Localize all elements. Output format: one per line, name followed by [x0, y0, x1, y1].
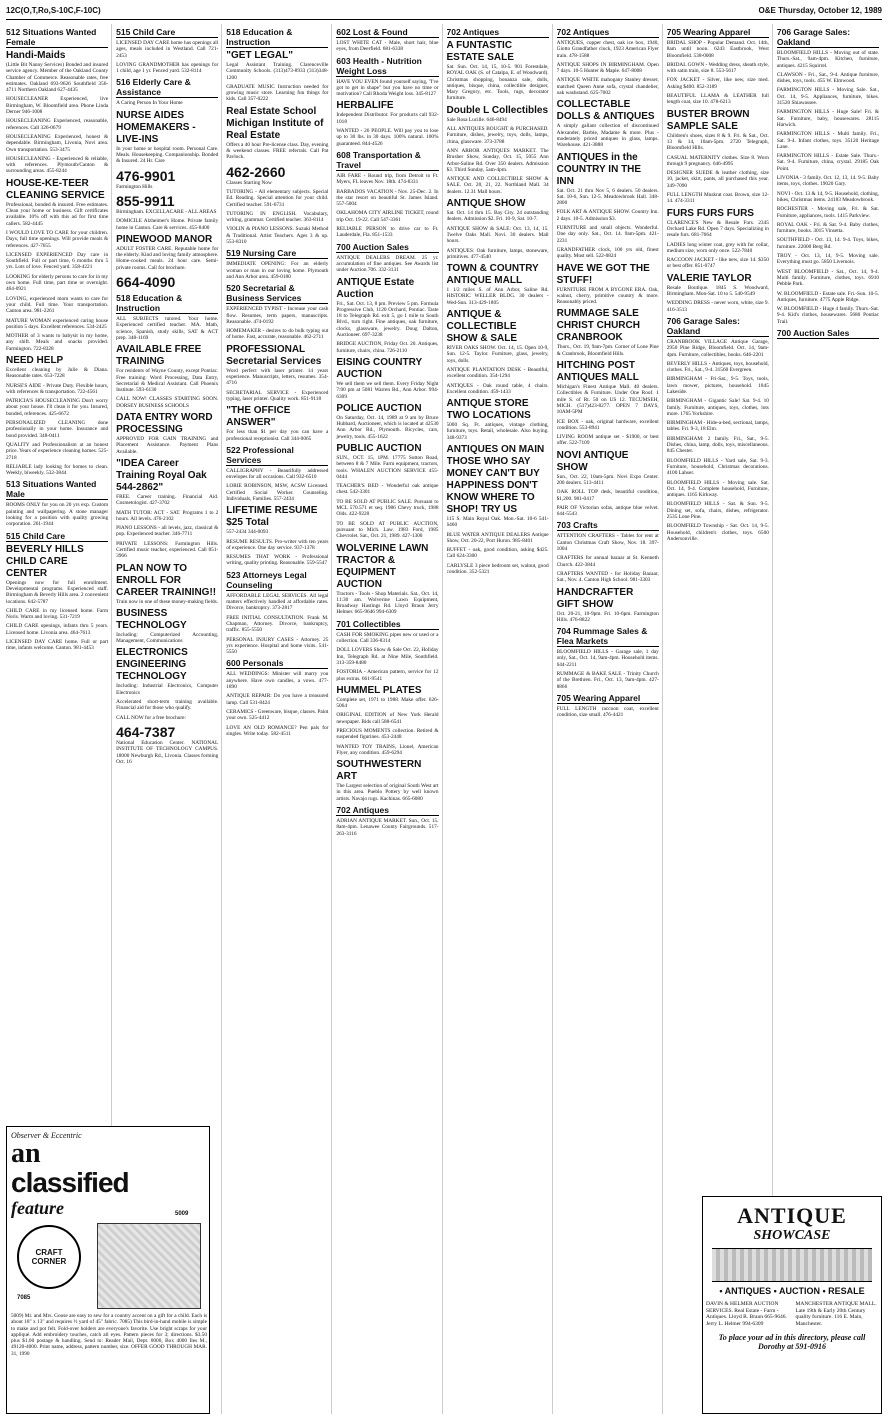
classified-ad: OKLAHOMA CITY AIRLINE TICKET, round trip Oct. 19-22. Call 547-3361 [336, 210, 439, 223]
classified-ad: CARLYSLE 3 piece bedroom set, walnut, good condition. 352-5321 [446, 562, 549, 576]
section-heading: 603 Health - Nutrition Weight Loss [336, 56, 438, 77]
section-heading: 520 Secretarial & Business Services [226, 283, 328, 304]
page-header [6, 6, 882, 20]
classified-ad: PERSONALIZED CLEANING done professionally in your home. Insurance and bond provided. 348-0411 [6, 420, 109, 439]
section-heading: 518 Education & Instruction [116, 293, 218, 314]
classified-column-5 [447, 24, 553, 1414]
classified-ad: SECRETARIAL SERVICE - Experienced typing, laser printer. Quality work. 851-9118 [226, 389, 329, 402]
classified-ad: The Largest selection of original South West art in this area. Pueblo Pottery by well known artists. Navajo rugs. Kachinas. 665-6080 [336, 783, 439, 802]
showcase-title: ANTIQUE [737, 1203, 847, 1228]
classified-ad: Resale Boutique. 1845 S. Woodward, Birmingham. Mon-Sat. 10 to 5. 540-9549 [666, 284, 769, 298]
classified-ad: ROYAL OAK - Fri. & Sat. 9-4. Baby clothes, furniture, books. 3015 Vinsetta. [776, 221, 879, 235]
classified-ad: PATRICIA'S HOUSECLEANING Don't worry about your house. I'll clean it for you. Insured, bonded, references. 425-6672 [6, 398, 109, 417]
ad-headline: VALERIE TAYLOR [666, 272, 752, 284]
classified-ad: Sat. Oct. 21 thru Nov 5, 6 dealers. 50 dealers. Sat. 10-6, Sun. 12-5. Meadowbrook Hall. 348-2800 [556, 187, 659, 207]
classified-ad: AIR FARE - Round trip, from Detroit to Ft. Myers, FL leaves Nov. 18th. 474-8331 [336, 172, 439, 186]
classified-ad: ANTIQUE SHOPS IN BIRMINGHAM. Open 7 days. 10-5 Hunter & Maple. 647-8008 [556, 61, 659, 75]
classified-ad: W. BLOOMFIELD - Estate sale. Fri.-Sun. 10-5. Antiques, furniture. 4775 Apple Ridge. [776, 290, 879, 303]
showcase-left-listing: DAVIN & HELMER AUCTION SERVICES. Real Estate - Farm - Antiques. Lloyd R. Braun 665-9646. Jerry L. Helmer 994-6309 [706, 1301, 787, 1327]
ad-headline: EISING COUNTRY AUCTION [336, 356, 422, 380]
classified-ad: LICENSED EXPERIENCED Day care in Southfield. Full or part time, 6 months thru 5 yrs. Lots of love. Fenced yard. 358-4221 [6, 251, 109, 271]
classified-ad: NOVI - Oct. 13 & 14, 9-5. Household, clothing, bikes, Christmas items. 24183 Meadowbrook. [776, 190, 879, 203]
ad-headline: DATA ENTRY WORD PROCESSING [116, 412, 213, 436]
classified-ad: CERAMICS - Greenware, bisque, classes. Paint your own. 525-4412 [226, 708, 329, 722]
classified-ad: ANTIQUE DEALERS DREAM. 25 yr. accumulation of fine antiques. See Awards list under Auction 706. 332-3131 [336, 254, 439, 274]
classified-column-6 [557, 24, 663, 1414]
classified-ad: RESUME RESULTS. Pro-writer with ten years of experience. One day service. 937-1378 [226, 538, 329, 551]
classified-ad: FARMINGTON HILLS - Moving Sale. Sat., Oct. 14, 9-5. Appliances, furniture, bikes. 31520 Shiawassee. [776, 87, 879, 107]
classified-ad: (Little Bit Nanny Services) Bonded and insured service agency. Member of the Oakland County Chamber of Commerce. Reasonable rates, free estimates. Oakland 693-9626 Southfield 356-4711 Northern Oakland 627-4435 [6, 62, 109, 94]
section-heading: 702 Antiques [447, 27, 549, 38]
classified-ad: ANTIQUE SHOW & SALE: Oct. 13, 14, 15. Twelve Oaks Mall. Novi. 30 dealers. Mall hours. [446, 225, 549, 245]
classified-ad: Michigan's Finest Antique Mall. 40 dealers. Collectibles & Furniture. Under One Roof. 1 mile S. of Rt. 50 on US 12. TECUMSEH, MICH. (517)423-8277. OPEN 7 DAYS, 10AM-5PM [556, 384, 659, 416]
classified-ad: APPROVED FOR GAIN TRAINING and Placement Assistance. Payment Plans Available. [116, 436, 219, 455]
ad-headline: NOVI ANTIQUE SHOW [556, 449, 629, 473]
page-dateline: O&E Thursday, October 12, 1989 [758, 6, 882, 15]
classified-ad: DESIGNER SUEDE & leather clothing, size 10, jacket, skirt, pants, all purchased this year. 349-7090 [666, 170, 769, 189]
ad-headline: HANDCRAFTER GIFT SHOW [556, 586, 634, 610]
section-heading: 703 Crafts [557, 520, 659, 531]
classified-ad: CASUAL MATERNITY clothes. Size 8. Worn through 9 pregnancy. 646-4995 [666, 154, 769, 167]
section-heading: 702 Antiques [557, 27, 659, 38]
showcase-categories: • ANTIQUES • AUCTION • RESALE [719, 1286, 865, 1296]
classified-ad: BRIDAL SHOP - Popular Demand. Oct. 14th, 8am until noon. 6243 Eastbrook, West Bloomfield. 538-0008 [666, 40, 769, 59]
ad-headline: ANTIQUE & COLLECTIBLE SHOW & SALE [446, 309, 518, 345]
section-heading: 700 Auction Sales [777, 328, 879, 339]
ad-headline: AVAILABLE FREE TRAINING [116, 344, 202, 368]
classified-ad: FREE. Career training. Financial Aid. Cosmetologist. 427-3702 [116, 493, 219, 507]
classified-ad: CLARENCE'S New & Resale Furs. 2345 Orchard Lake Rd. Open 7 days. Specializing in resale furs. 681-7664 [666, 219, 769, 239]
ad-headline: WOLVERINE LAWN TRACTOR & EQUIPMENT AUCTION [336, 542, 429, 590]
classified-ad: WEST BLOOMFIELD - Sat., Oct. 14, 9-4. Multi family. Furniture, clothes, toys. 6910 Pebble Park. [776, 268, 879, 288]
classified-ad: BLOOMFIELD HILLS - Garage sale, 1 day only, Sat., Oct. 14, 9am-4pm. Household items. 644-2211 [556, 649, 659, 668]
classified-ad: ADULT FOSTER CARE. Reputable home for the elderly. Kind and loving family atmosphere. Home-cooked meals. 24 hour care. Semi-private rooms. Call for brochure. [116, 245, 219, 271]
classified-ad: BLOOMFIELD Township - Sat. Oct. 14, 9-5. Household, children's clothes, toys. 6500 Andersonville. [666, 523, 769, 542]
classified-ad: LICENSED DAY CARE home has openings all ages, meals included in Westland. Call 721-2453 [116, 40, 219, 59]
classified-ad: HOMEMAKER - desires to do bulk typing out of home. Fast, accurate, reasonable. 462-2711 [226, 328, 329, 341]
antique-showcase-block [702, 1196, 882, 1414]
classified-ad: FOSTORIA - American pattern, service for 12 plus extras. 661-9541 [336, 669, 439, 682]
classified-ad: Offers a 40 hour Pre-license class. Day, evening & weekend classes. FREE referrals. Call Pat Pavlock. [226, 141, 329, 161]
page-folio: 12C(O,T,Ro,S-10C,F-10C) [6, 6, 101, 15]
ad-phone-number: 464-7387 [116, 723, 176, 740]
classified-ad: RELIABLE PERSON to drive car to Ft. Lauderdale, Fla. 851-1533 [336, 226, 439, 239]
classified-ad: BARBADOS VACATION - Nov. 25-Dec. 2. In the star resort on beautiful St. James Island. 557-5004 [336, 188, 439, 208]
classified-column-8 [777, 24, 882, 1210]
ad-headline: ANTIQUES in the COUNTRY IN THE INN [556, 151, 642, 187]
section-heading: 700 Auction Sales [336, 242, 438, 253]
classified-ad: HAVE YOU EVEN found yourself saying, "I've got to get in shape" but you have no time or motivation? Call Rhoda Weight loss. 345-8127 [336, 78, 439, 98]
section-heading: 512 Situations Wanted Female [6, 27, 108, 48]
classified-ad: Birmingham. EXCELLACARE - ALL AREAS [116, 208, 217, 215]
classified-ad: Independent Distributor. For products call 932-1018 [336, 112, 439, 125]
classified-ad: Classes Starting Now [226, 179, 272, 186]
ad-headline: HOUSE-KE-TEER CLEANING SERVICE [6, 177, 105, 201]
classified-ad: ANTIQUE PLANTATION DESK - Beautiful, excellent condition. 354-1294 [446, 366, 549, 380]
classified-ad: CALLIGRAPHY - Beautifully addressed envelopes for all occasions. Call 932-6510 [226, 467, 329, 481]
feature-feature: feature [11, 1198, 64, 1218]
classified-ad: FURNITURE FROM A BYGONE ERA. Oak, walnut, cherry, primitive country & more. Reasonably priced. [556, 286, 659, 306]
classified-ad: BIRMINGHAM - Hide-a-bed, sectional, lamps, tables. Fri. 9-3, 18 Elm. [666, 420, 769, 433]
showcase-subtitle: SHOWCASE [753, 1228, 831, 1243]
classified-column-1 [6, 24, 112, 1140]
classified-ad: BIRMINGHAM - Gigantic Sale! Sat. 9-4. 10 family. Furniture, antiques, toys, clothes, lots more. 1765 Yorkshire. [666, 398, 769, 417]
ad-headline: HAVE WE GOT THE STUFF! [556, 262, 650, 286]
ad-headline: Double L Collectibles [446, 104, 548, 116]
showcase-illustration [712, 1248, 872, 1282]
classified-ad: VIOLIN & PIANO LESSONS. Suzuki Method & Traditional. Artist Teachers. Ages 3 & up. 553-8310 [226, 226, 329, 246]
section-heading: 602 Lost & Found [336, 27, 438, 38]
section-heading: 706 Garage Sales: Oakland [777, 27, 879, 48]
classified-ad: ANN ARBOR ANTIQUES MARKET. The Brusher Show, Sunday, Oct. 15, 5055 Ann Arbor-Saline Rd. Over 350 dealers. Admission $3. Third Sunday, 5am-4pm. [446, 147, 549, 173]
classified-ad: FOLK ART & ANTIQUE SHOW. Country Inn. 2 days. 10-5. Admission $3. [556, 209, 659, 222]
classified-ad: PIANO LESSONS - all levels, jazz, classical & pop. Experienced teacher. 346-7711 [116, 525, 219, 538]
craft-illustration [97, 1223, 201, 1309]
classified-ad: PRECIOUS MOMENTS collection. Retired & suspended figurines. 453-2448 [336, 728, 439, 741]
classified-ad: ANTIQUE AND COLLECTIBLE SHOW & SALE. Oct. 20, 21, 22. Northland Mall. 34 dealers. 12.31 Mall hours. [446, 176, 549, 195]
section-heading: 518 Education & Instruction [226, 27, 328, 48]
classified-ad: In your home or hospital room. Personal Care. Meals. Housekeeping. Companionship. Bonded & Insured. 24 Hr. Care [116, 145, 219, 165]
classified-ad: BRIDGE AUCTION, Friday Oct. 20. Antiques, furniture, chairs, china. 726-2110 [336, 341, 439, 354]
ad-headline: PINEWOOD MANOR [116, 233, 213, 245]
classified-ad: Farmington Hills [116, 183, 153, 190]
classified-ad: WANTED - 26 PEOPLE. Will pay you to lose up to 30 lbs. in 30 days. 100% natural. 100% guaranteed. 844-4526 [336, 128, 439, 147]
classified-ad: GRADUATE MUSIC Instruction needed for growing music store. Learning fun things for kids. Call 357-0222 [226, 83, 329, 103]
classified-ad: For less than $1 per day you can have a professional receptionist. Call 344-0065 [226, 429, 329, 442]
classified-ad: Train now in one of these money-making fields. [116, 598, 219, 605]
classified-ad: FARMINGTON HILLS - Multi family. Fri., Sat. 9-4. Infant clothes, toys. 35120 Heritage Lane. [776, 131, 879, 150]
classified-ad: WANTED TOY TRAINS, Lionel, American Flyer, any condition. 459-6294 [336, 743, 439, 756]
classified-ad: LOVING, experienced mom wants to care for your child. Full time. Your transportation. Canton area. 981-2261 [6, 295, 109, 315]
classified-ad: EXPERIENCED TYPIST - Increase your cash flow. Resumes, term papers, manuscripts. Reasonable. 474-0192 [226, 306, 329, 325]
classified-ad: TUTORING - All elementary subjects. Special Ed. Reading. Special attention for your child. Certified teacher. 591-6731 [226, 188, 329, 208]
classified-ad: PERSONAL INJURY CASES - Attorney. 25 yrs experience. Hospital and home visits. 541-5550 [226, 636, 329, 656]
classified-ad: CRANBROOK VILLAGE Antique Garage, 2950 Pine Ridge, Bloomfield. Oct. 14, 9am-4pm. Furniture, collectibles, books. 646-2201 [666, 338, 769, 358]
classified-ad: BIRMINGHAM: 2 family. Fri., Sat., 9-5. Dishes, china, lamp, dolls, toys, miscellaneous. 845 Chester. [666, 435, 769, 455]
classified-ad: ANTIQUE REPAIR: Do you have a treasured lamp. Call 531-8424 [226, 693, 329, 706]
classified-ad: LADIES long winter coat, grey with fur collar, medium size, worn only once. 522-7840 [666, 241, 769, 254]
classified-ad: HOUSECLEANING Experienced, honest & dependable. Birmingham, Livonia, Novi area. Own transportation. 553-3475 [6, 133, 109, 153]
classified-ad: PRIVATE LESSONS: Farmington Hills. Certified music teacher, experienced. Call 851-3966 [116, 540, 219, 560]
classified-ad: Sun., Oct. 22, 10am-5pm. Novi Expo Center. 200 dealers. 513-4411 [556, 473, 659, 486]
classified-ad: GRANDFATHER clock, 100 yrs old, finest quality. Must sell. 522-0824 [556, 246, 659, 260]
classified-ad: LOVE AN OLD ROMANCE? Pen pals for singles. Write today. 582-4511 [226, 724, 329, 737]
ad-headline: LIFETIME RESUME $25 Total [226, 505, 318, 529]
section-heading: 513 Situations Wanted Male [6, 479, 108, 500]
classified-ad: CALL NOW for a free brochure: [116, 714, 186, 721]
classified-ad: CRAFTERS WANTED - for Holiday Bazaar, Sat., Nov. 4. Canton High School. 981-3303 [556, 570, 659, 584]
classified-ad: ALL WEDDINGS: Minister will marry you anywhere. Have own candles, a vows. 477-1890 [226, 671, 329, 691]
classified-ad: LICENSED DAY CARE home. Full or part time, infants welcome. Canton. 981-4453 [6, 639, 109, 652]
classified-ad: Including: Industrial Electronics, Computer Electronics [116, 683, 219, 696]
classified-ad: BEAUTIFUL LLAMA & LEATHER full length coat, size 10. 478-6213 [666, 93, 769, 106]
classified-ad: SOUTHFIELD - Oct. 13, 14. 9-4. Toys, bikes, furniture. 22000 Berg Rd. [776, 237, 879, 250]
section-heading: 702 Antiques [336, 805, 438, 816]
classified-ad: FURNITURE and small objects. Wonderful. One day only. Sat., Oct. 14. 9am-5pm. 421-2231 [556, 225, 659, 244]
ad-headline: POLICE AUCTION [336, 402, 422, 414]
ad-headline: BUSINESS TECHNOLOGY [116, 607, 187, 631]
classified-ad: RUMMAGE & BAKE SALE - Trinity Church of the Brethren. Fri., Oct. 13, 9am-4pm. 427-8866 [556, 671, 659, 690]
classified-ad: Complete set, 1971 to 1988. Make offer. 626-5064 [336, 696, 439, 710]
ad-headline: "GET LEGAL" [226, 50, 293, 61]
ad-headline: FURS FURS FURS [666, 207, 754, 219]
classified-ad: BIRMINGHAM - Fri-Sat., 9-5. Toys, tools, lawn mower, pictures, household. 1845 Lakeside. [666, 376, 769, 395]
classified-ad: Including: Computerized Accounting, Management, Communications [116, 631, 219, 645]
classified-ad: For residents of Wayne County, except Pontiac. Free training: Word Processing, Data Entry, Secretarial & Medical Assistant. Call Phoenix Institute. 593-6130 [116, 368, 219, 394]
section-heading: 701 Collectibles [336, 619, 438, 630]
section-heading: 519 Nursing Care [226, 248, 328, 259]
feature-text: 5009) Mr. and Mrs. Goose are easy to sew for a country accent on a gift for a child. Each is about 18" x 13" and requires ½ yard of 45" fabric. 7085) This bird-in-hand mobile is simple to make and pot felt. Fold-over holders are everyone's favorite. Use bright scraps for your appliqué. Add embroidery touches, catch all eyes. Pattern pieces for 3; directions. $3.50 plus $1.00 postage & handling. Send to: Reader Mail, Dept. 0000, Box 4000 Iles M., 49120-4000. Print name, address, pattern number, size. OFFER GOOD THROUGH MAR. 31, 1990 [11, 1313, 207, 1357]
classified-column-3 [226, 24, 332, 1414]
classified-ad: IMMEDIATE OPENING: For an elderly woman or man in our loving home. Plymouth and Ann Arbor area. 459-0180 [226, 261, 329, 280]
section-heading: 523 Attorneys Legal Counseling [226, 570, 328, 591]
section-heading: 704 Rummage Sales & Flea Markets [557, 626, 659, 647]
classified-ad: HOUSECLEANING Experienced, reasonable, references. Call 326-0679 [6, 118, 109, 131]
ad-headline: PLAN NOW TO ENROLL FOR CAREER TRAINING!! [116, 562, 217, 598]
classified-ad: TROY - Oct. 13, 14, 9-5. Moving sale. Everything must go. 5850 Livernois. [776, 253, 879, 266]
classified-ad: CHILD CARE in my licensed home. Farm Noris. Warm and loving. 531-7219 [6, 607, 109, 621]
section-heading: 522 Professional Services [226, 445, 328, 466]
classified-ad: RESUMES THAT WORK - Professional writing, quality printing. Reasonable. 559-5547 [226, 554, 329, 567]
ad-headline: NEED HELP [6, 354, 64, 366]
classified-ad: LIVONIA - 3 family. Oct. 12, 13, 14. 9-5. Baby items, toys, clothes. 19020 Gary. [776, 175, 879, 188]
classified-ad: FARMINGTON HILLS - Huge Sale! Fri. & Sat. Furniture, baby, housewares. 28115 Harwich. [776, 109, 879, 128]
classified-ad: MATH TUTOR: ACT - SAT. Programs 1 to 2 hours. All levels. 476-2102 [116, 509, 219, 522]
classified-ad: TO BE SOLD AT PUBLIC SALE. Pursuant to MCL 570.571 et seq. 1986 Chevy truck, 1988 Olds. 422-9220 [336, 498, 439, 518]
classified-ad: WEDDING DRESS - never worn, white, size 9. 416-3513 [666, 300, 769, 313]
section-heading: 608 Transportation & Travel [336, 150, 438, 171]
classified-ad: HOUSECLEANING - Experienced & reliable, with references. Plymouth/Canton & surrounding areas. 455-8244 [6, 155, 109, 175]
section-heading: 600 Personals [226, 658, 328, 669]
classified-ad: BLOOMFIELD HILLS - Yard sale, Sat. 9-3. Furniture, household, Christmas decorations. 4100 Lahser. [666, 457, 769, 477]
ad-headline: BUSTER BROWN SAMPLE SALE [666, 108, 750, 132]
classified-ad: LOST WHITE CAT - Male, short hair, blue eyes, from Deerfield. 681-6338 [336, 40, 439, 53]
ad-headline: PROFESSIONAL Secretarial Services [226, 343, 322, 367]
classified-ad: DOLL LOVERS Show & Sale Oct. 22, Holiday Inn, Telegraph Rd. at Nine Mile, Southfield. 313-359-8480 [336, 647, 439, 666]
classified-ad: CASH FOR SMOKING pipes new or used or a collection. Call 336-8314 [336, 631, 439, 645]
ad-headline: NURSE AIDES HOMEMAKERS - LIVE-INS [116, 109, 196, 145]
classified-ad: SUN., OCT. 15, 1PM. 17775 Sutton Road, between 8 & 7 Mile. Farm equipment, tractors, tools. WHALEN AUCTION SERVICE 455-0444 [336, 454, 439, 480]
classified-ad: Sat. Oct. 14 thru 15. Bay City. 24 outstanding dealers. Admission $2. Fri. 10-9, Sat. 10-7. [446, 210, 549, 223]
showcase-contact: To place your ad in this directory, please call Dorothy at 591-0916 [718, 1333, 866, 1351]
ad-headline: "IDEA Career Training Royal Oak 544-2862" [116, 457, 207, 493]
section-heading: 516 Elderly Care & Assistance [116, 77, 218, 98]
ad-headline: ANTIQUES ON MAIN THOSE WHO SAY MONEY CAN'T BUY HAPPINESS DON'T KNOW WHERE TO SHOP! TRY US [446, 443, 545, 515]
classified-ad: FULL LENGTH Muskrat coat. Brown, size 12-14. 474-3311 [666, 192, 769, 205]
classified-ad: Thurs., Oct. 19, 9am-7pm. Corner of Lone Pine & Cranbrook, Bloomfield Hills. [556, 344, 659, 357]
ad-headline: HERBALIFE [336, 100, 394, 112]
pattern-code-a: 5009 [175, 1211, 189, 1217]
showcase-listings [706, 1301, 878, 1327]
classified-ad: CALL NOW! CLASSES STARTING SOON. DORSEY BUSINESS SCHOOLS [116, 396, 219, 409]
section-heading: 705 Wearing Apparel [557, 693, 659, 704]
ad-headline: ELECTRONICS ENGINEERING TECHNOLOGY [116, 647, 188, 683]
classified-ad: 115 S. Main Royal Oak. Mon.-Sat. 10-6 541-6460 [446, 515, 549, 529]
ad-headline: TOWN & COUNTRY ANTIQUE MALL [446, 263, 539, 287]
classified-ad: National Education Center. NATIONAL INSTITUTE OF TECHNOLOGY CAMPUS. 18000 Newburgh Rd., Livonia. Classes forming Oct. 16 [116, 739, 219, 765]
classified-ad: ALL ANTIQUES BOUGHT & PURCHASED. Furniture, dishes, jewelry, toys, dolls, lamps, china, glassware. 373-3788 [446, 126, 549, 145]
ad-phone-number: 664-4090 [116, 274, 176, 291]
classified-ad: Sat. Sun. Oct. 14, 15, 10-5. 901 Forestdale, ROYAL OAK (S. of Catalpa, E. of Woodward). Christmas shopping, bonanza sale, dolls, antiques, bisque, china, collectible designer, Mary Gregory, etc. Tools, rugs, decorator furniture. [446, 64, 549, 102]
classified-ad: LORIE ROBINSON, MSW, ACSW Licensed. Certified Social Worker. Counseling. Individuals, Families. 557-2434 [226, 483, 329, 502]
classified-feature-block [6, 1126, 210, 1414]
ad-headline: RUMMAGE SALE CHRIST CHURCH CRANBROOK [556, 308, 640, 344]
classified-ad: We sell them we sell them. Every Friday Night 7:00 pm at 5081 Warren Rd., Ann Arbor. 994-6309 [336, 380, 439, 400]
ad-phone-number: 462-2660 [226, 163, 286, 180]
classified-ad: HOUSECLEANER Experienced, live Birmingham, W. Bloomfield area. Phone Linda Derner 946-1008 [6, 96, 109, 116]
classified-ad: Children's shoes, sizes 8 & 9. Fri. & Sat., Oct. 13 & 14, 10am-5pm. 2720 Telegraph, Bloomfield Hills. [666, 132, 769, 152]
feature-an: an [11, 1138, 41, 1169]
classified-ad: FOX JACKET - Silver, like new, size med. Asking $400. 852-3189 [666, 77, 769, 90]
classified-ad: CLAWSON - Fri., Sat., 9-4. Antique furniture, dishes, toys, tools. 455 W. Elmwood. [776, 71, 879, 85]
craft-corner-badge: CRAFT CORNER [17, 1225, 81, 1289]
classified-ad: TEACHER'S BED - Wonderful oak antique chest. 542-3301 [336, 483, 439, 496]
ad-headline: HUMMEL PLATES [336, 684, 422, 696]
masthead: Observer & Eccentric [11, 1131, 82, 1140]
classified-ad: FARMINGTON HILLS - Estate Sale. Thurs.-Sat. 9-4. Furniture, china, crystal. 29185 Oak Point. [776, 153, 879, 172]
ad-headline: SOUTHWESTERN ART [336, 759, 422, 783]
ad-phone-number: 476-9901 [116, 167, 176, 184]
classified-ad: RACCOON JACKET - like new, size 14. $350 or best offer. 851-0747 [666, 257, 769, 270]
classified-ad: RELIABLE lady looking for homes to clean. Weekly, biweekly. 532-3844 [6, 463, 109, 477]
classified-ad: ROOMS ONLY for you on 20 yrs exp. Custom painting and wallpapering. A stone manager looking for a position with quality growing corporation. 261-1944 [6, 502, 109, 528]
classified-ad: 5000 Sq. Ft. antiques, vintage clothing, furniture, toys. Retail, wholesale. Also buying. 348-9373 [446, 422, 549, 441]
classified-ad: PAIR OF Victorian sofas, antique blue velvet. 644-5543 [556, 504, 659, 518]
classified-ad: On Saturday, Oct. 14, 1989 at 9 am by Bruce Hubbard, Auctioneer, which is located at 42530 Ann Arbor Rd., Plymouth. Bicycles, cars, jewelry, tools. 455-1622 [336, 414, 439, 440]
ad-headline: ANTIQUE Estate Auction [336, 276, 415, 300]
ad-phone-number: 855-9911 [116, 192, 175, 209]
ad-headline: "THE OFFICE ANSWER" [226, 405, 291, 429]
classified-ad: BEVERLY HILLS - Antiques, toys, household, clothes. Fri., Sat., 9-4. 31560 Evergreen. [666, 360, 769, 374]
classified-ad: ATTENTION CRAFTERS - Tables for rent at Canton Christmas Craft Show, Nov. 18. 397-1004 [556, 533, 659, 553]
classified-ad: Legal Assistant Training. Clarenceville Community Schools. (313)473-8933 (313)348-1200 [226, 62, 329, 81]
classified-ad: Sale Rosa Lucille. 646-8494 [446, 116, 507, 123]
classified-ad: BLOOMFIELD HILLS - Sat. & Sun. 9-5. Dining set, sofa, chairs, dishes, refrigerator. 2535 Lone Pine. [666, 501, 769, 521]
classified-ad: A simply gallant collection of discontinued Alexander, Barbie, Madame & more. Plus - moderately priced antiques in glass, lamps. Warehouse. 421-3888 [556, 123, 659, 149]
classified-ad: Accelerated short-term training available. Financial aid for those who qualify. [116, 699, 219, 712]
ad-headline: PUBLIC AUCTION [336, 442, 422, 454]
classified-ad: I WOULD LOVE TO CARE for your children. Days, full time openings. Will provide meals & references. 427-7655 [6, 229, 109, 249]
classified-ad: BUFFET - oak, good condition, asking $425. Call 624-3300 [446, 547, 549, 560]
classified-ad: LOOKING for elderly persons to care for in my own home. Full time, part time or overnight. 464-0921 [6, 273, 109, 293]
classified-ad: AFFORDABLE LEGAL SERVICES. All legal matters effectively handled at affordable rates. Divorce, bankruptcy. 373-2817 [226, 592, 329, 612]
classified-ad: CHILD CARE openings, infants thru 5 years. Licensed home. Livonia area. 464-7613 [6, 623, 109, 636]
classified-ad: TO BE SOLD AT PUBLIC AUCTION, pursuant to Mich. Law. 1983 Ford, 1985 Chevrolet. Sat., Oct. 21, 1989. 427-1300 [336, 520, 439, 540]
section-heading: 705 Wearing Apparel [667, 27, 769, 38]
classified-ad: Openings now for full enrollment. Developmental programs. Experienced staff. Birmingham & Beverly Hills area. 2 convenient locations. 642-5787 [6, 579, 109, 605]
classified-ad: W. BLOOMFIELD - Huge 4 family. Thurs.-Sat. 9-4. Kid's clothes, housewares. 5680 Pontiac Trail. [776, 306, 879, 325]
classified-ad: MATURE WOMAN experienced caring house position 5 days. Excellent references. 534-2425 [6, 317, 109, 330]
classified-ad: DOMICILE Alzheimer's Home. Private family home in Canton. Care & services. 455-8400 [116, 218, 219, 231]
classified-ad: ROCHESTER - Moving sale, Fri. & Sat. Furniture, appliances, tools. 1415 Parkview. [776, 206, 879, 219]
ad-headline: ANTIQUE STORE TWO LOCATIONS [446, 398, 531, 422]
classified-ad: LIVING ROOM antique set - $1900, or best offer. 522-7109 [556, 434, 659, 447]
classified-ad: MOTHER of 3 wants to babysit in my home, any shift. Meals and snacks provided. Farmington. 722-8328 [6, 333, 109, 352]
ad-headline: Real Estate School Michigan Institute of Real Estate [226, 105, 324, 141]
classified-ad: ANTIQUES: Oak furniture, lamps, stoneware, primitives. 477-4540 [446, 247, 549, 260]
classified-ad: ANTIQUES, copper chest, oak ice box, 1940, Giotto Grandfather clock, 1923 American Flyer train. 478-1588 [556, 40, 659, 59]
classified-ad: CRAFTERS for annual bazaar at St. Kenneth Church. 422-3844 [556, 555, 659, 568]
classified-ad: RIVER OAKS SHOW. Oct. 14, 15. Open 10-9, Sun. 12-5. Taylor. Furniture, glass, jewelry, toys, dolls. [446, 345, 549, 364]
classified-ad: BLUE WATER ANTIQUE DEALERS Antique Show, Oct. 20-22, Port Huron. 985-8401 [446, 531, 549, 544]
classified-ad: Word perfect with laser printer. 14 years experience. Manuscripts, letters, resumes. 354-4716 [226, 367, 329, 387]
classified-ad: 557-2434 344-0093 [226, 529, 269, 536]
ad-headline: ANTIQUE SHOW [446, 198, 526, 210]
ad-headline: BEVERLY HILLS CHILD CARE CENTER [6, 543, 84, 579]
ad-headline: HITCHING POST ANTIQUES MALL [556, 360, 639, 384]
classified-ad: Fri., Sat. Oct. 13, 8 pm. Preview 5 pm. Formula Progressive Club, 1120 Orchard, Pontiac. Taste 18 to Telegraph Rd. exit 5, go 1 mile to South Blvd., turn right. Fine antiques, oak furniture, clocks, glassware, jewelry. Doug Dalton, Auctioneer. 697-3238 [336, 300, 439, 339]
section-heading: 515 Child Care [116, 27, 218, 38]
classified-ad: ANTIQUE WHITE mahogany Stanley dresser, matched Queen Anne sofa, crystal chandelier, oak washstand. 625-7002 [556, 77, 659, 97]
classified-ad: ANTIQUES - Oak round table, 4 chairs. Excellent condition. 459-1433 [446, 382, 549, 395]
classified-ad: Oct. 20-21, 10-9pm. Fri. 10-6pm. Farmington Hills. 476-8822 [556, 610, 659, 623]
classified-ad: BLOOMFIELD HILLS - Moving sale. Sat. Oct. 14, 9-4. Complete household, Furniture, antiques. 1165 Kirkway. [666, 479, 769, 499]
classified-ad: LOVING GRANDMOTHER has openings for 1 child, age 1 yr. Fenced yard. 532-8114 [116, 61, 219, 75]
classified-ad: A Caring Person In Your Home [116, 100, 183, 107]
classified-ad: Excellent cleaning by Julie & Diana. Reasonable rates. 653-7228 [6, 366, 109, 380]
classified-ad: BLOOMFIELD HILLS - Moving out of state. Thurs.-Sat., 9am-4pm. Kitchen, furniture, antiques. 4215 Squirrel. [776, 50, 879, 69]
ad-headline: Handi-Maids [6, 50, 66, 61]
classified-ad: BRIDAL GOWN - Wedding dress, sheath style, with satin train, size 8. 553-5617 [666, 61, 769, 75]
classified-ad: ORIGINAL EDITION of New York Herald newspaper. Bids call 588-6541 [336, 712, 439, 725]
classified-ad: QUALITY and Professionalism at an honest price. Years of experience cleaning homes. 525-2718 [6, 441, 109, 461]
section-heading: 515 Child Care [6, 531, 108, 542]
classified-ad: ALL SUBJECTS tutored. Your home. Experienced certified teacher. MA. Math, science, Spanish, study skills, SAT & ACT prep. 348-1169 [116, 316, 219, 341]
section-heading: 706 Garage Sales: Oakland [667, 316, 769, 337]
ad-headline: A FUNTASTIC ESTATE SALE [446, 40, 514, 63]
classified-ad: ADRIAN ANTIQUE MARKET. Sun., Oct. 15. 8am-4pm. Lenawee County Fairgrounds. 517-263-3116 [336, 818, 439, 837]
classified-ad: Tractors - Tools - Shop Materials. Sat., Oct. 14, 11:30 am. Wolverine Lawn Equipment, Broadway Hastings Rd. Lloyd Braun Jerry Helmer. 665-9646 994-6309 [336, 590, 439, 616]
classified-ad: ICE BOX - oak, original hardware, excellent condition. 553-8941 [556, 418, 659, 431]
pattern-code-b: 7085 [17, 1295, 31, 1301]
showcase-right-listing: MANCHESTER ANTIQUE MALL. Late 19th & Early 20th Century quality furniture. 116 E. Main, Manchester. [795, 1301, 877, 1327]
classified-column-4 [336, 24, 442, 1414]
feature-classified: classified [11, 1167, 129, 1198]
classified-ad: TUTORING IN ENGLISH. Vocabulary, writing, grammar. Certified teacher. 363-8114 [226, 210, 329, 224]
classified-ad: OAK ROLL TOP desk, beautiful condition, $1,200. 981-0417 [556, 489, 659, 502]
classified-ad: NURSE'S AIDE - Private Duty. Flexible hours, with references & transportation. 722-4561 [6, 382, 109, 395]
ad-headline: COLLECTABLE DOLLS & ANTIQUES [556, 99, 655, 123]
classified-ad: FULL LENGTH raccoon coat, excellent condition, size small. 476-4421 [556, 705, 659, 719]
classified-ad: 1 1/2 miles S. of Ann Arbor, Saline Rd. HISTORIC WELLER BLDG. 30 dealers - Wed-Sun. 313-429-1805 [446, 287, 549, 306]
classified-ad: FREE INITIAL CONSULTATION. Frank M. Chapman, Attorney. Divorce, bankruptcy, traffic. 855-5550 [226, 614, 329, 634]
classified-ad: Professional, bonded & insured. Free estimates. Clean your home or business. Gift certificates available. 10% off with this ad for first time callers. 582-4445 [6, 201, 109, 227]
